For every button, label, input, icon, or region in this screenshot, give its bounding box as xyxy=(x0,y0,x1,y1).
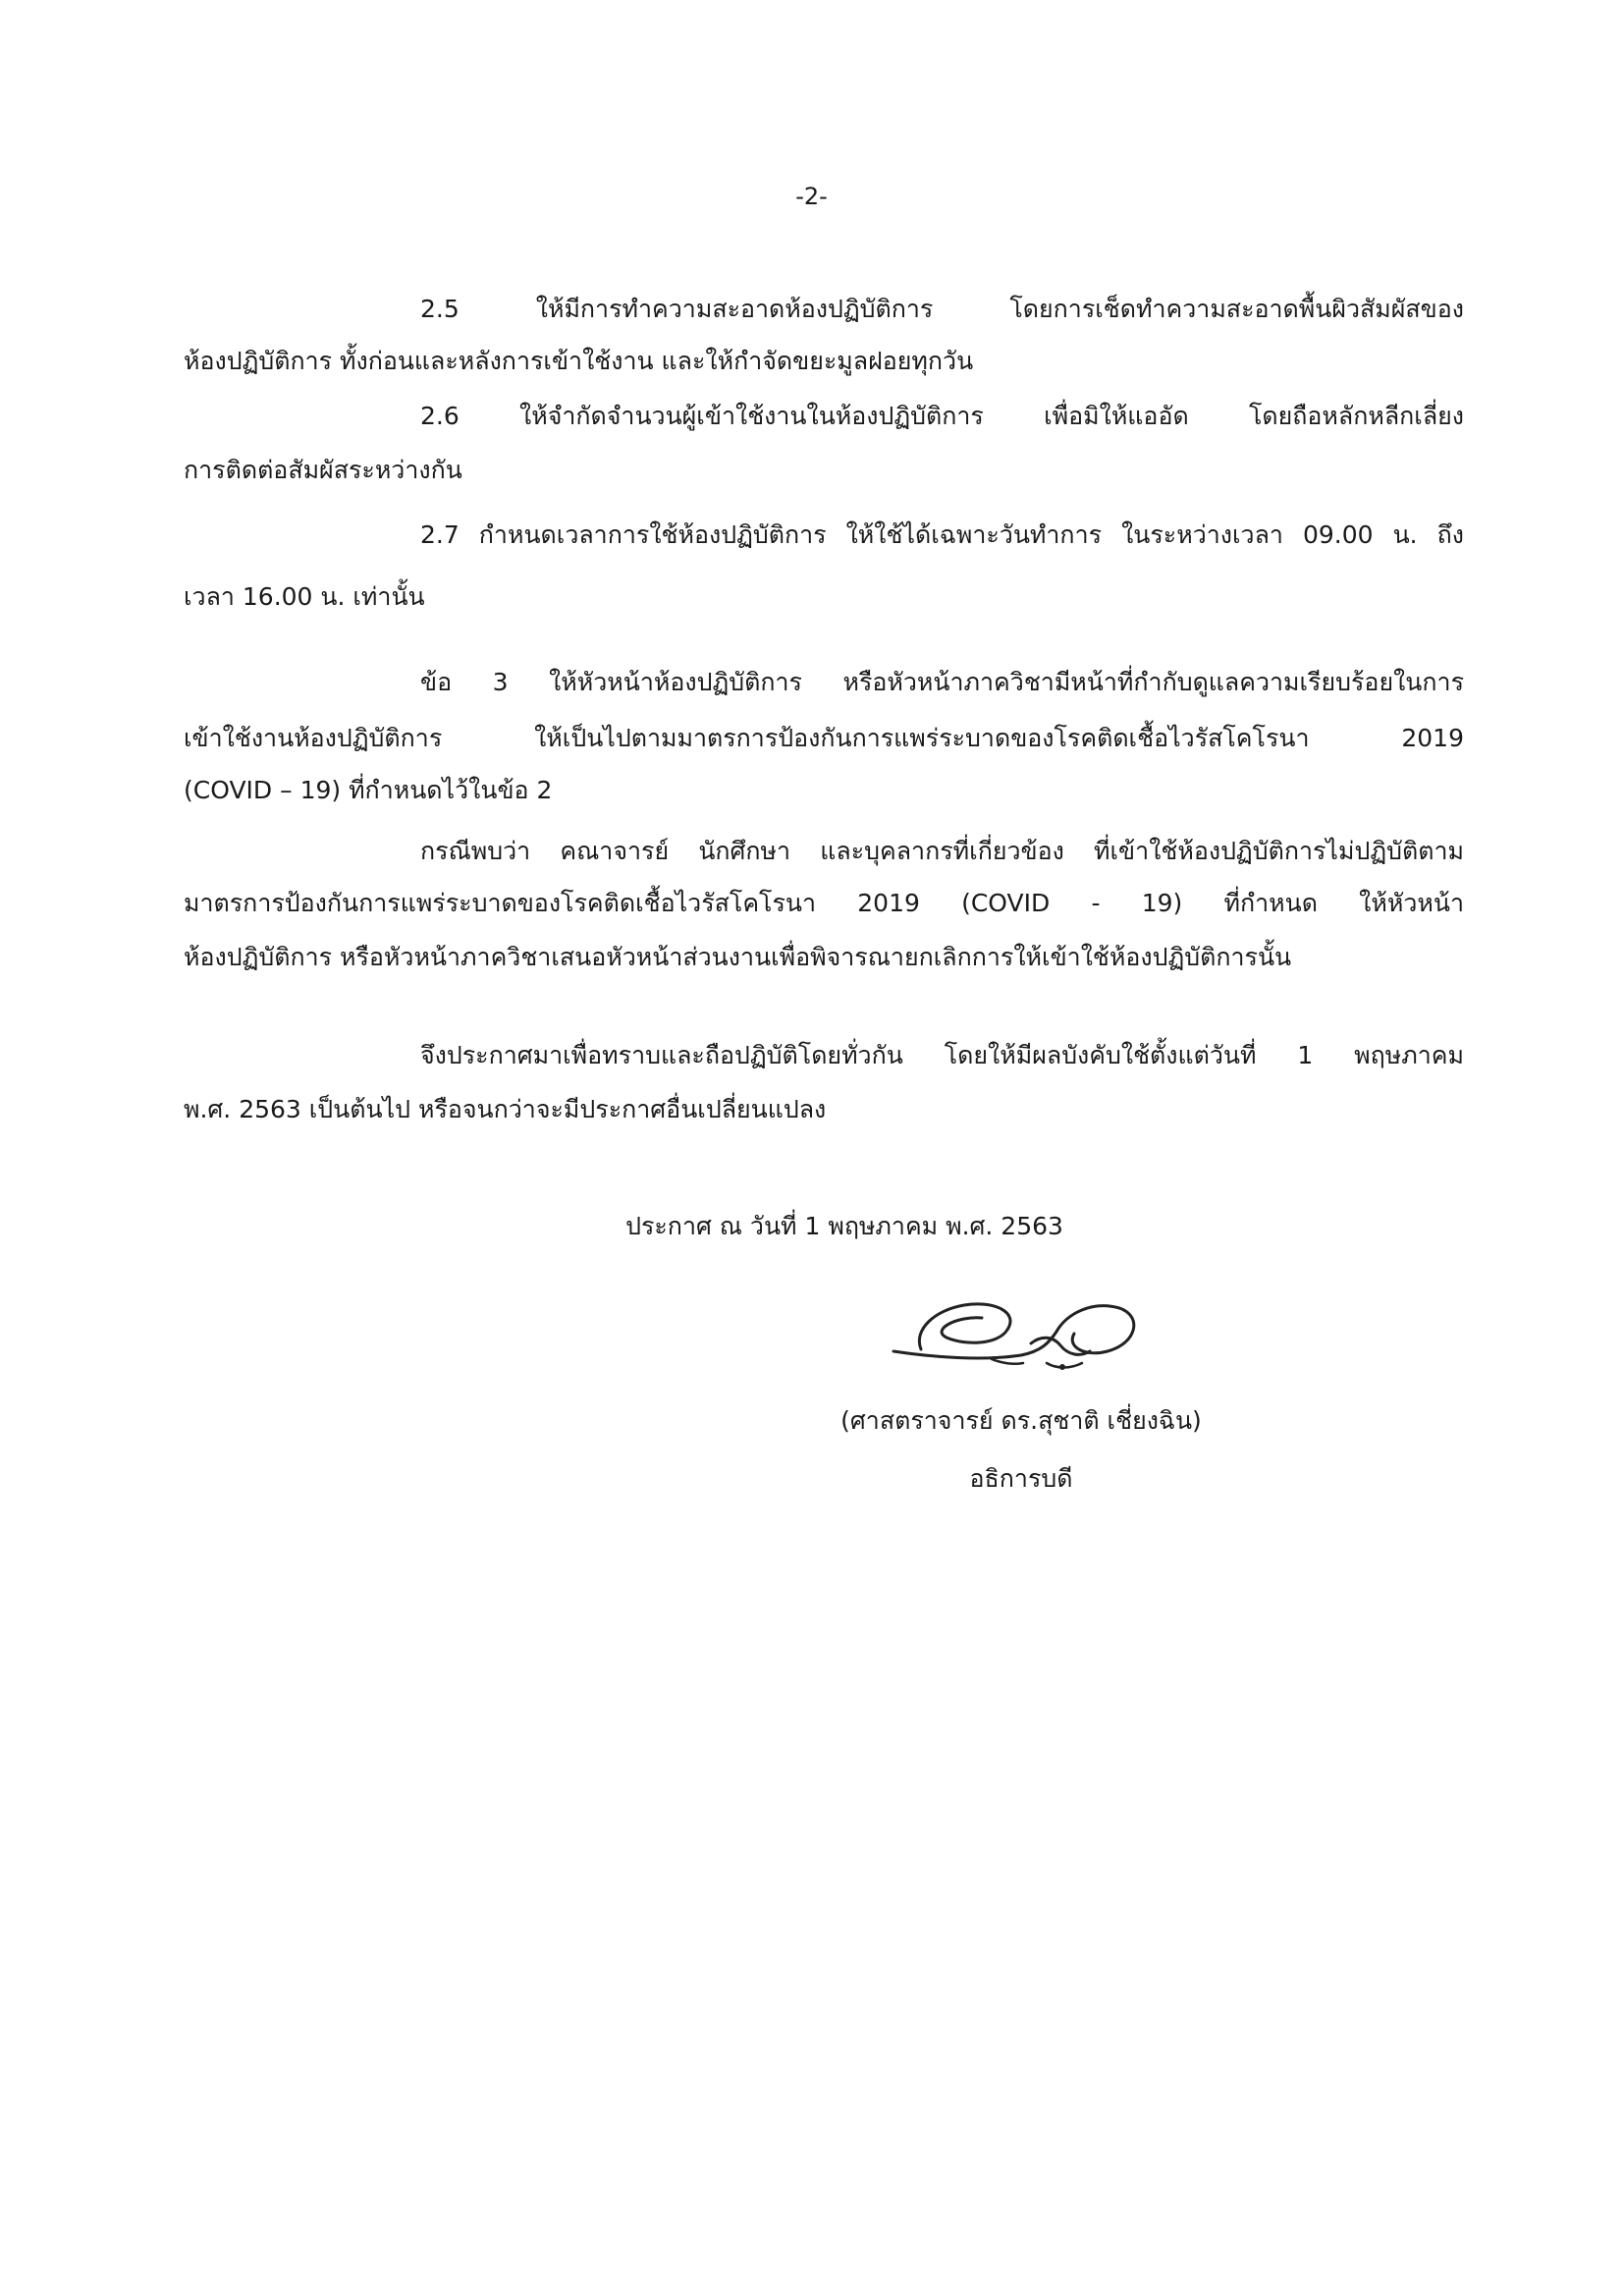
effective-paragraph-line-1: จึงประกาศมาเพื่อทราบและถือปฏิบัติโดยทั่วกัน โดยให้มีผลบังคับใช้ตั้งแต่วันที่ 1 พฤษภาคม xyxy=(420,1041,1464,1069)
clause-3-line-3: (COVID – 19) ที่กำหนดไว้ในข้อ 2 xyxy=(184,776,553,804)
paragraph-2-6-line-2: การติดต่อสัมผัสระหว่างกัน xyxy=(184,456,462,484)
violation-paragraph-line-2: มาตรการป้องกันการแพร่ระบาดของโรคติดเชื้อไวรัสโคโรนา 2019 (COVID - 19) ที่กำหนด ให้หัวหน้า xyxy=(184,889,1464,917)
clause-3-line-1: ข้อ 3 ให้หัวหน้าห้องปฏิบัติการ หรือหัวหน้าภาควิชามีหน้าที่กำกับดูแลความเรียบร้อยในการ xyxy=(420,668,1464,696)
paragraph-2-6-line-1: 2.6 ให้จำกัดจำนวนผู้เข้าใช้งานในห้องปฏิบัติการ เพื่อมิให้แออัด โดยถือหลักหลีกเลี่ยง xyxy=(420,402,1464,430)
page-number: -2- xyxy=(795,183,828,210)
violation-paragraph-line-3: ห้องปฏิบัติการ หรือหัวหน้าภาควิชาเสนอหัวหน้าส่วนงานเพื่อพิจารณายกเลิกการให้เข้าใช้ห้องปฏิบัติการนั้น xyxy=(184,943,1292,971)
signatory-position: อธิการบดี xyxy=(969,1464,1073,1493)
effective-paragraph-line-2: พ.ศ. 2563 เป็นต้นไป หรือจนกว่าจะมีประกาศอื่นเปลี่ยนแปลง xyxy=(184,1095,827,1123)
violation-paragraph-line-1: กรณีพบว่า คณาจารย์ นักศึกษา และบุคลากรที่เกี่ยวข้อง ที่เข้าใช้ห้องปฏิบัติการไม่ปฏิบัติตาม xyxy=(420,837,1464,865)
paragraph-2-7-line-2: เวลา 16.00 น. เท่านั้น xyxy=(184,582,425,611)
handwritten-signature xyxy=(874,1273,1168,1381)
clause-3-line-2: เข้าใช้งานห้องปฏิบัติการ ให้เป็นไปตามมาตรการป้องกันการแพร่ระบาดของโรคติดเชื้อไวรัสโคโรนา 2019 xyxy=(184,724,1464,752)
paragraph-2-5-line-1: 2.5 ให้มีการทำความสะอาดห้องปฏิบัติการ โดยการเช็ดทำความสะอาดพื้นผิวสัมผัสของ xyxy=(420,295,1464,323)
signatory-name: (ศาสตราจารย์ ดร.สุชาติ เชี่ยงฉิน) xyxy=(840,1406,1202,1435)
announcement-date: ประกาศ ณ วันที่ 1 พฤษภาคม พ.ศ. 2563 xyxy=(625,1212,1063,1240)
paragraph-2-7-line-1: 2.7 กำหนดเวลาการใช้ห้องปฏิบัติการ ให้ใช้ได้เฉพาะวันทำการ ในระหว่างเวลา 09.00 น. ถึง xyxy=(420,520,1464,549)
paragraph-2-5-line-2: ห้องปฏิบัติการ ทั้งก่อนและหลังการเข้าใช้งาน และให้กำจัดขยะมูลฝอยทุกวัน xyxy=(184,347,974,375)
